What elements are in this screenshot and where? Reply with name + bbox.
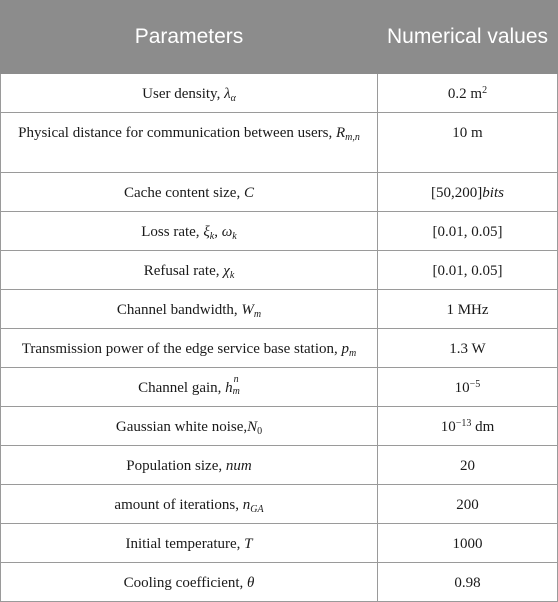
value-cell: 1 MHz xyxy=(378,290,558,329)
table-row xyxy=(1,329,558,368)
parameter-cell: Loss rate, $\xi_k$, $\omega_k$ xyxy=(1,212,378,251)
table-header-row xyxy=(1,1,558,74)
table-row xyxy=(1,290,558,329)
table-row xyxy=(1,251,558,290)
table-row xyxy=(1,407,558,446)
value-cell: [0.01, 0.05] xyxy=(378,251,558,290)
parameter-cell: Refusal rate, $\chi_k$ xyxy=(1,251,378,290)
table-row xyxy=(1,485,558,524)
parameter-cell: Population size, num xyxy=(1,446,378,485)
parameter-cell: Cooling coefficient, θ xyxy=(1,563,378,602)
table-row xyxy=(1,212,558,251)
header-numerical-values: Numerical values xyxy=(378,1,558,74)
parameter-cell: Gaussian white $noise,N_0$ xyxy=(1,407,378,446)
table-row xyxy=(1,368,558,407)
parameter-cell: User density, $\lambda_\alpha$ xyxy=(1,74,378,113)
parameter-cell: Physical distance for communication between users, $R_{m,n}$ xyxy=(1,113,378,173)
header-parameters: Parameters xyxy=(1,1,378,74)
value-cell: $10^{-5}$ xyxy=(378,368,558,407)
table-row xyxy=(1,446,558,485)
parameter-cell: amount of iterations, $n_{GA}$ xyxy=(1,485,378,524)
parameter-cell: Channel bandwidth, $W_m$ xyxy=(1,290,378,329)
table-row xyxy=(1,173,558,212)
parameter-cell: Channel gain, h n $_m$ xyxy=(1,368,378,407)
value-cell: 1.3 W xyxy=(378,329,558,368)
table-row xyxy=(1,113,558,173)
value-cell: $10^{-13}$ dm xyxy=(378,407,558,446)
value-cell: 20 xyxy=(378,446,558,485)
table-row xyxy=(1,563,558,602)
value-cell: 0.2 $m^2$ xyxy=(378,74,558,113)
value-cell: 0.98 xyxy=(378,563,558,602)
value-cell: [50,200]bits xyxy=(378,173,558,212)
value-cell: 200 xyxy=(378,485,558,524)
value-cell: [0.01, 0.05] xyxy=(378,212,558,251)
value-cell: 10 m xyxy=(378,113,558,173)
value-cell: 1000 xyxy=(378,524,558,563)
parameter-cell: Transmission power of the edge service base station, $p_m$ xyxy=(1,329,378,368)
parameter-cell: Initial temperature, T xyxy=(1,524,378,563)
table-row xyxy=(1,524,558,563)
table-row xyxy=(1,74,558,113)
parameter-cell: Cache content size, C xyxy=(1,173,378,212)
